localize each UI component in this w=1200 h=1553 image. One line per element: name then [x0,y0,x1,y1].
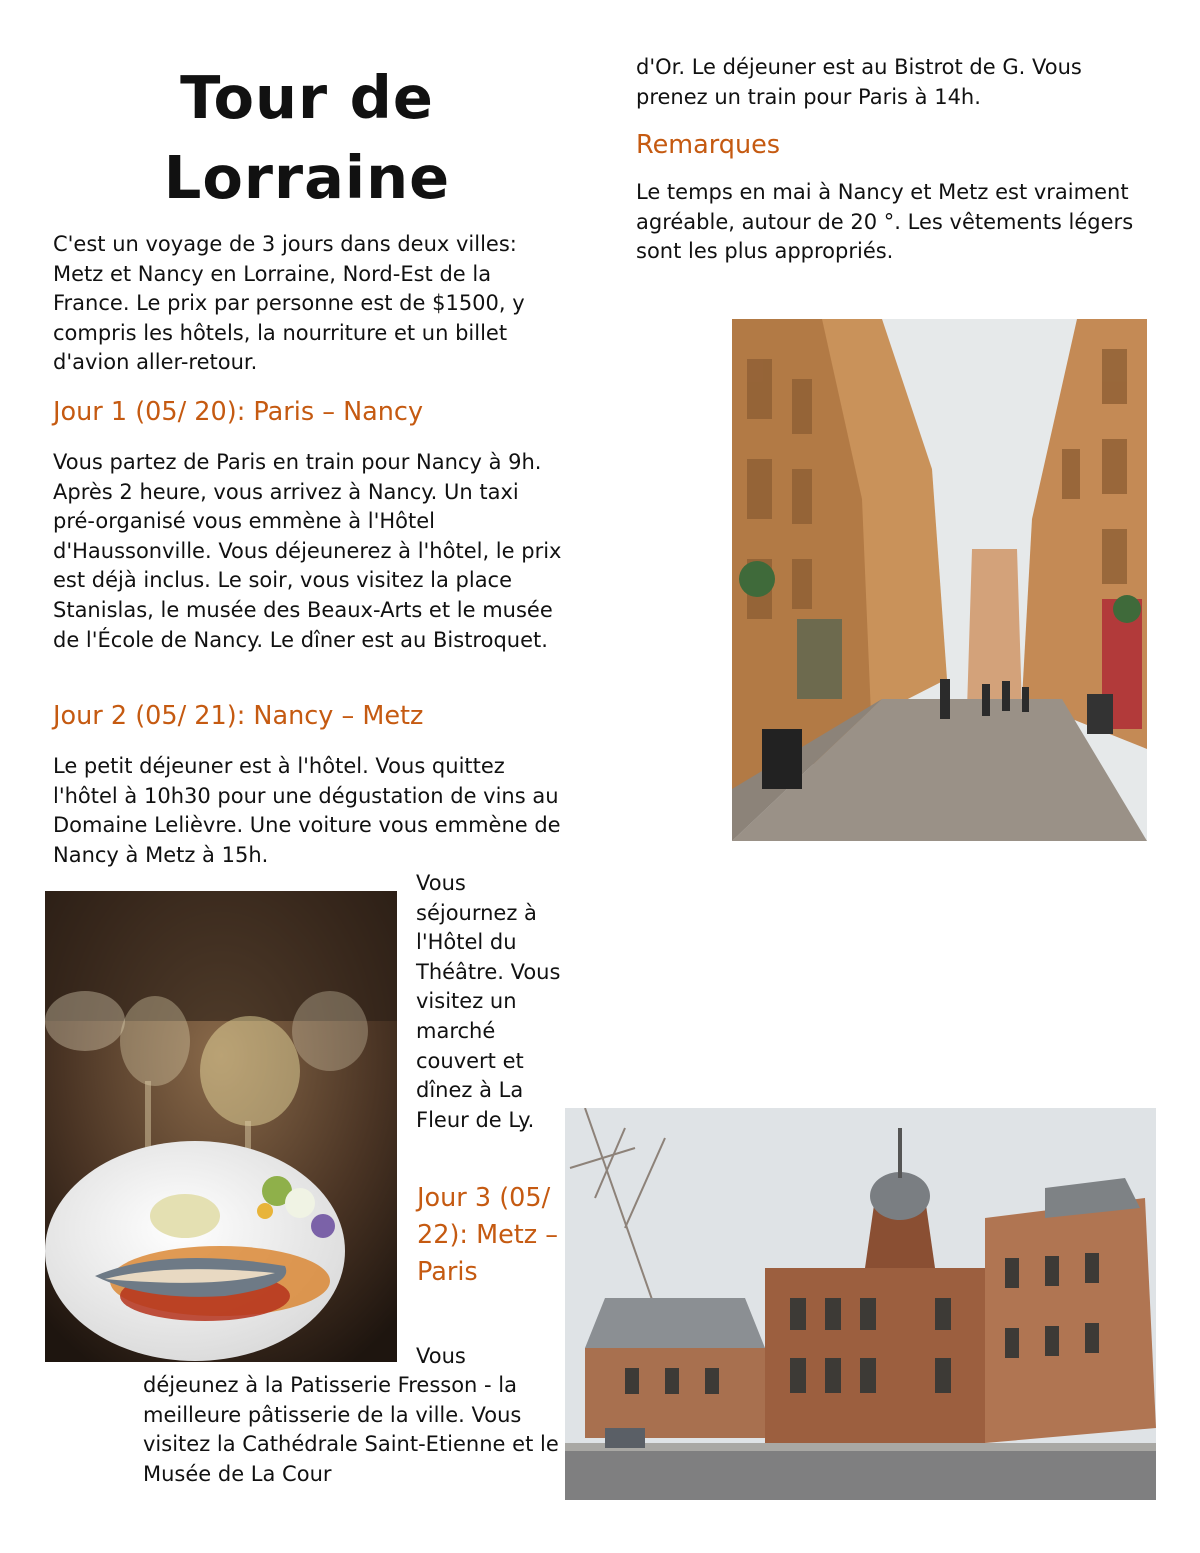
building-photo [565,1108,1156,1500]
day1-paragraph: Vous partez de Paris en train pour Nancy à 9h. Après 2 heure, vous arrivez à Nancy. Un taxi pré-organisé vous emmène à l'Hôtel d'Haussonville. Vous déjeunerez à l'hôtel, le prix est déjà inclus. Le soir, vous visitez la place Stanislas, le musée des Beaux-Arts et le musée de l'École de Nancy. Le dîner est au Bistroquet. [53,450,562,652]
page-title: Tour de Lorraine [163,63,451,212]
day2-paragraph: Le petit déjeuner est à l'hôtel. Vous quittez l'hôtel à 10h30 pour une dégustation de vins au Domaine Lelièvre. Une voiture vous emmène de Nancy à Metz à 15h. [53,754,561,867]
day2-heading: Jour 2 (05/ 21): Nancy – Metz [53,701,424,731]
day3-heading: Jour 3 (05/ 22): Metz – Paris [417,1183,559,1287]
intro-paragraph: C'est un voyage de 3 jours dans deux villes: Metz et Nancy en Lorraine, Nord-Est de la France. Le prix par personne est de $1500, y compris les hôtels, la nourriture et un billet d'avion aller-retour. [53,232,525,375]
day2-wrap-paragraph: Vous séjournez à l'Hôtel du Théâtre. Vous visitez un marché couvert et dînez à La Fleur de Ly. [416,871,561,1132]
day1-heading: Jour 1 (05/ 20): Paris – Nancy [53,397,424,427]
day3-paragraph-start: Vous [416,1344,466,1368]
day3-paragraph-continued: d'Or. Le déjeuner est au Bistrot de G. Vous prenez un train pour Paris à 14h. [636,55,1082,109]
street-photo [732,319,1147,841]
dinner-photo [45,891,397,1362]
day3-paragraph: déjeunez à la Patisserie Fresson - la meilleure pâtisserie de la ville. Vous visitez la Cathédrale Saint-Etienne et le Musée de La Cour [143,1373,559,1486]
remarks-paragraph: Le temps en mai à Nancy et Metz est vraiment agréable, autour de 20 °. Les vêtements légers sont les plus appropriés. [636,180,1134,264]
remarks-heading: Remarques [636,130,781,160]
